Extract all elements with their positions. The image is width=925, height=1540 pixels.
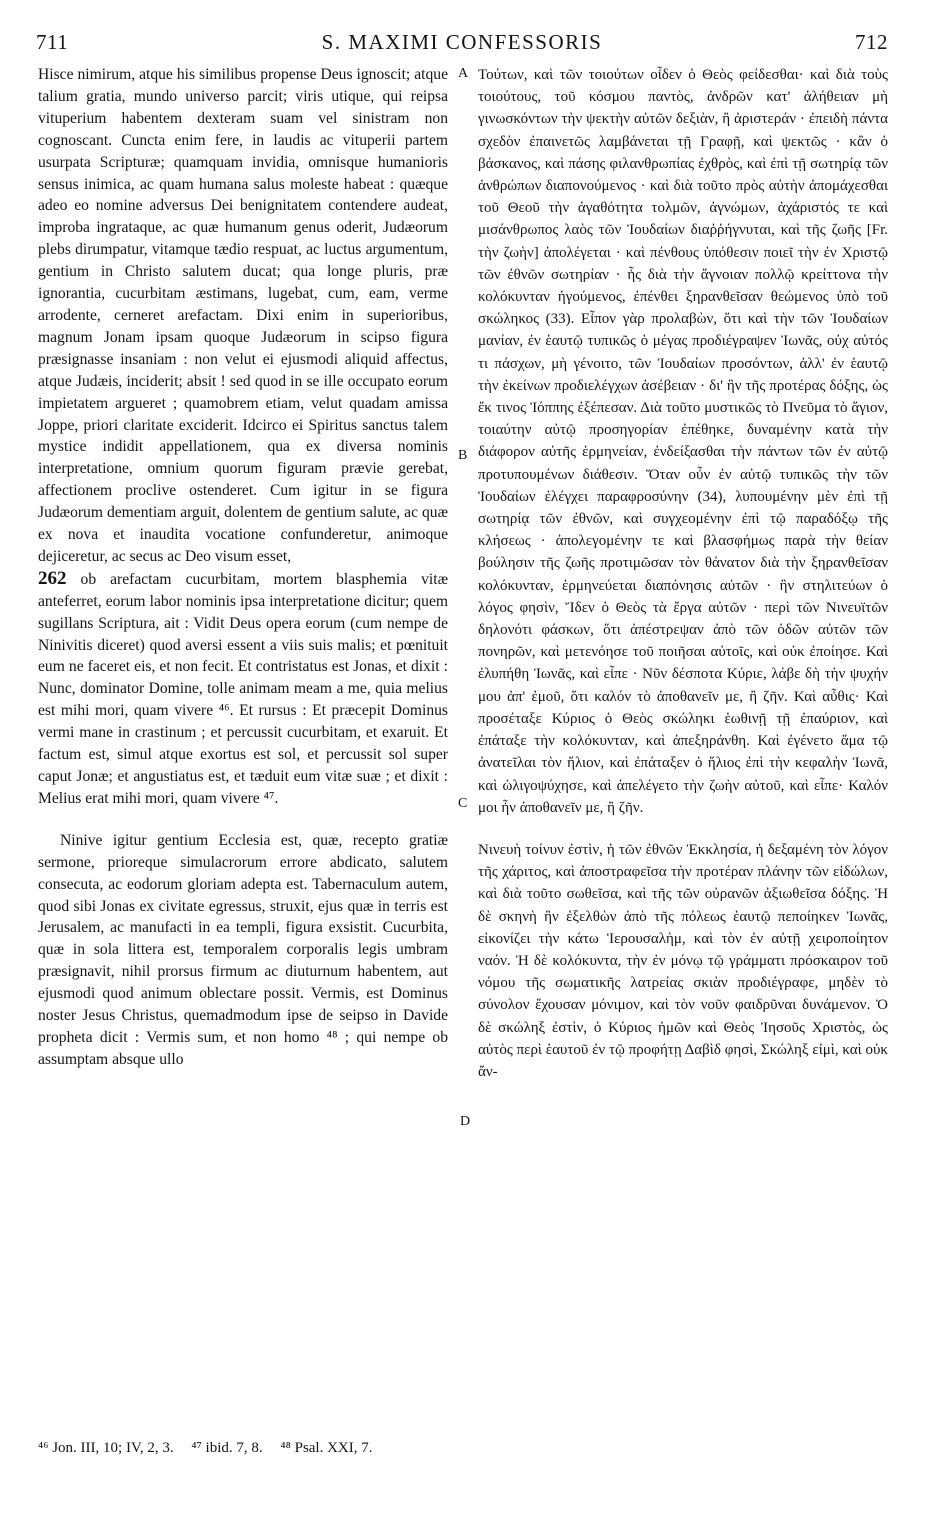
greek-column [478, 64, 888, 1083]
left-page-number: 711 [36, 30, 69, 54]
footnotes [38, 1440, 888, 1457]
margin-letter-a: A [458, 66, 469, 81]
right-page-number: 712 [855, 30, 888, 54]
margin-letter-c: C [458, 796, 468, 811]
margin-letter-d: D [460, 1114, 471, 1129]
latin-paragraph-3: Ninive igitur gentium Ecclesia est, quæ, recepto gratiæ sermone, prioreque simulacrorum errore abdicato, salutem consecuta, ac eodorum gloriam adepta est. Tabernaculum autem, quod sibi Jonas ex civitate egressus, struxit, ejus quæ in terris est Jerusalem, ac manufacti in ea templi, figura exsistit. Cucurbita, quæ in sola littera est, temporalem corporalis legis umbram præsignavit, nihil prorsus firmum ac diuturnum habentem, aut ejusmodi quod animum oblectare possit. Vermis, est Dominus noster Jesus Christus, quemadmodum ipse de seipso in Davide propheta dicit : Vermis sum, et non homo ⁴⁸ ; qui nempe ob assumptam absque ullo [38, 831, 448, 1068]
footnote-48: ⁴⁸ Psal. XXI, 7. [280, 1440, 373, 1456]
footnote-47: ⁴⁷ ibid. 7, 8. [191, 1440, 263, 1456]
column-number: 262 [38, 567, 67, 589]
latin-paragraph-2-text: ob arefactam cucurbitam, mortem blasphemia vitæ anteferret, eorum labor nominis ipsa interpretatione dicitur; quem sugillans Scriptura, ait : Vidit Deus opera eorum (cum nempe de Ninivitis diceret) quod aversi essent a viis suis malis; et pœnituit eum ne faceret eis, et non fecit. Et contristatus est Jonas, et dixit : Nunc, dominator Domine, tolle animam meam a me, quia melius est mihi mori, quam vivere ⁴⁶. Et rursus : Et præcepit Dominus vermi mane in crastinum ; et percussit cucurbitam, et exaruit. Et factum est, simul atque exortus est sol, et percussit sol super caput Jonæ; et angustiatus est, et tæduit eum vitæ suæ ; et dixit : Melius erat mihi mori, quam vivere ⁴⁷. [38, 570, 448, 807]
greek-paragraph-2: Νινευὴ τοίνυν ἐστὶν, ἡ τῶν ἐθνῶν Ἐκκλησία, ἡ δεξαμένη τὸν λόγον τῆς χάριτος, καὶ ἀποστραφεῖσα τὴν προτέραν πλάνην τῶν εἰδώλων, καὶ διὰ τοῦτο σωθεῖσα, καὶ τῆς τῶν οὐρανῶν ἀξιωθεῖσα δόξης. Ἡ δὲ σκηνὴ ἣν ἐξελθὼν ἀπὸ τῆς πόλεως ἑαυτῷ πεποίηκεν Ἰωνᾶς, εἰκονίζει τὴν κάτω Ἱερουσαλὴμ, καὶ τὸν ἐν αὐτῇ χειροποίητον ναόν. Ἡ δὲ κολόκυντα, τὴν ἐν μόνῳ τῷ γράμματι πρόσκαιρον τοῦ νόμου τῆς σωματικῆς λατρείας σκιὰν προδιέγραφε, μηδὲν τὸ σύνολον ἔχουσαν μόνιμον, καὶ τὸν νοῦν φαιδρῦναι δυνάμενον. Ὁ δὲ σκώληξ ἐστὶν, ὁ Κύριος ἡμῶν καὶ Θεὸς Ἰησοῦς Χριστὸς, ὡς αὐτὸς περὶ ἑαυτοῦ ἐν τῷ προφήτῃ Δαβὶδ φησὶ, Σκώληξ εἰμὶ, καὶ οὐκ ἄν- [478, 841, 888, 1080]
footnote-46: ⁴⁶ Jon. III, 10; IV, 2, 3. [38, 1440, 174, 1456]
greek-paragraph-1: Τούτων, καὶ τῶν τοιούτων οἶδεν ὁ Θεὸς φείδεσθαι· καὶ διὰ τοὺς τοιούτους, τοῦ κόσμου παντὸς, ἀνδρῶν κατ' ἀλήθειαν μὴ γινωσκόντων τὴν ψεκτὴν αὐτῶν δεξιὰν, ἢ ἀριστεράν · ἐπειδὴ πάντα σχεδὸν ἐπαινετῶς λαμβάνεται τῇ Γραφῇ, καὶ ψεκτῶς · κἂν ὁ βάσκανος, καὶ πάσης φιλανθρωπίας ἐχθρὸς, καὶ ἐπὶ τῇ σωτηρίᾳ τῶν ἀνθρώπων διαπονούμενος · καὶ διὰ τοῦτο πρὸς αὐτὴν ἀπομάχεσθαι τοῦ Θεοῦ τὴν ἀγαθότητα τολμῶν, ἀγνώμων, ἀχάριστός τε καὶ μισάνθρωπος λαὸς τῶν Ἰουδαίων διαῤῥήγνυται, καὶ τῆς ζωῆς [Fr. τὴν ζωὴν] ἀπολέγεται · καὶ πένθους ὑπόθεσιν ποιεῖ τὴν ἐν Χριστῷ τῶν ἐθνῶν σωτηρίαν · ἧς διὰ τὴν ἄγνοιαν πολλῷ κρείττονα τὴν κολόκυνταν ἡγούμενος, ἐπένθει ξηρανθεῖσαν θεώμενος ὑπὸ τοῦ σκώληκος (33). Εἶπον γὰρ προλαβὼν, ὅτι καὶ τὴν τῶν Ἰουδαίων μανίαν, ἐν ἑαυτῷ τυπικῶς ὁ μέγας προδιέγραψεν Ἰωνᾶς, οὐχ αὐτός τι πάσχων, μὴ γένοιτο, τῶν Ἰουδαίων προσόντων, ἀλλ' ἐν ἑαυτῷ τὴν ἐκείνων προδιελέγχων ἀσέβειαν · δι' ἣν τῆς προτέρας δόξης, ὡς ἔκ τινος Ἰόππης ἐξέπεσαν. Διὰ τοῦτο μυστικῶς τὸ Πνεῦμα τὸ ἅγιον, τοιαύτην αὐτῷ προσηγορίαν ἐπέθηκε, δυναμένην κατὰ τὴν διάφορον αὐτῆς ἑρμηνείαν, ἐνδείξασθαι τὴν πάντων τῶν ἐν αὐτῷ προτυπουμένων διάθεσιν. Ὅταν οὖν ἐν αὐτῷ τυπικῶς τὴν τῶν Ἰουδαίων ἐλέγχει παραφροσύνην (34), λυπουμένην μὲν ἐπὶ τῇ σωτηρίᾳ τῶν ἐθνῶν, καὶ συγχεομένην ἐπὶ τῷ παραδόξῳ τῆς κλήσεως · ἀπολεγομένην τε καὶ βλασφήμως παρὰ τὴν θείαν βούλησιν τῆς ζωῆς προτιμῶσαν τὸν θάνατον διὰ τὴν ξηρανθεῖσαν κολόκυνταν, ἑρμηνεύεται διαπόνησις αὐτῶν · ἣν στηλιτεύων ὁ λόγος φησὶν, Ἴδεν ὁ Θεὸς τὰ ἔργα αὐτῶν · περὶ τῶν Νινευϊτῶν δηλονότι φάσκων, ὅτι ἀπέστρεψαν ἀπὸ τῶν ὁδῶν αὐτῶν τῶν πονηρῶν, καὶ μετενόησε τοῦ ποιῆσαι αὐτοῖς, καὶ οὐκ ἐποίησε. Καὶ ἐλυπήθη Ἰωνᾶς, καὶ εἶπε · Νῦν δέσποτα Κύριε, λάβε δὴ τὴν ψυχήν μου ἀπ' ἐμοῦ, ὅτι καλόν τὸ ἀποθανεῖν με, ἢ ζῆν. Καὶ αὖθις· Καὶ προσέταξε Κύριος ὁ Θεὸς σκώληκι ἑωθινῇ τῇ ἐπαύριον, καὶ ἐπάταξε τὴν κολόκυνταν, καὶ ἀπεξηράνθη. Καὶ ἐγένετο ἅμα τῷ ἀνατεῖλαι τὸν ἥλιον, καὶ ἐπάταξεν ὁ ἥλιος ἐπὶ τὴν κεφαλὴν Ἰωνᾶ, καὶ ὠλιγοψύχησε, καὶ ἀπελέγετο τὴν ζωὴν αὐτοῦ, καὶ εἶπε· Καλόν μοι ἦν ἀποθανεῖν με, ἢ ζῆν. [478, 67, 888, 816]
running-title: S. MAXIMI CONFESSORIS [321, 30, 603, 54]
page-header [36, 30, 888, 60]
latin-paragraph-1: Hisce nimirum, atque his similibus propense Deus ignoscit; atque talium gratia, mundo universo parcit; viris utique, qui reipsa vituperium habentem dexteram suam vel sinistram non cognoscant. Cuncta enim fere, in laudis ac vituperii partem usurpata Scripturæ; quamquam invidia, omnisque humanioris sensus inimica, ac quam humana salus moleste habeat : quæque adeo eo nomine adversus Dei benignitatem contendere audeat, improba ingrataque, ac quæ humanum genus oderit, Judæorum plebs dirumpatur, vitamque tædio respuat, ac luctus argumentum, gentium in Christo salutem ducat; qua longe pluris, præ ignorantia, cucurbitam æstimans, lugebat, cum, eam, verme arrodente, cerneret arefactam. Dixi enim in superioribus, magnum Jonam ipsam quoque Judæorum in scipso figura præsignasse insaniam : non velut ei ejusmodi aliquid affectus, atque Judæis, inciderit; absit ! sed quod in se ille occupato eorum impietatem argueret ; quamobrem etiam, velut quadam amissa Joppe, priori claritate exciderit. Idcirco ei Spiritus sanctus talem mystice indidit appellationem, qua ex diversa nominis interpretatione, omnium quorum figuram prævie gerebat, affectionem proclive ostenderet. Cum igitur in se figura Judæorum dementiam arguit, dolentem de gentium salute, ac quæ ex nova et inaudita vocatione confunderetur, animoque dejiceretur, ac secus ac Deo visum esset, [38, 66, 448, 565]
margin-letter-b: B [458, 448, 468, 463]
latin-column [38, 64, 448, 1071]
latin-paragraph-2 [38, 568, 448, 810]
